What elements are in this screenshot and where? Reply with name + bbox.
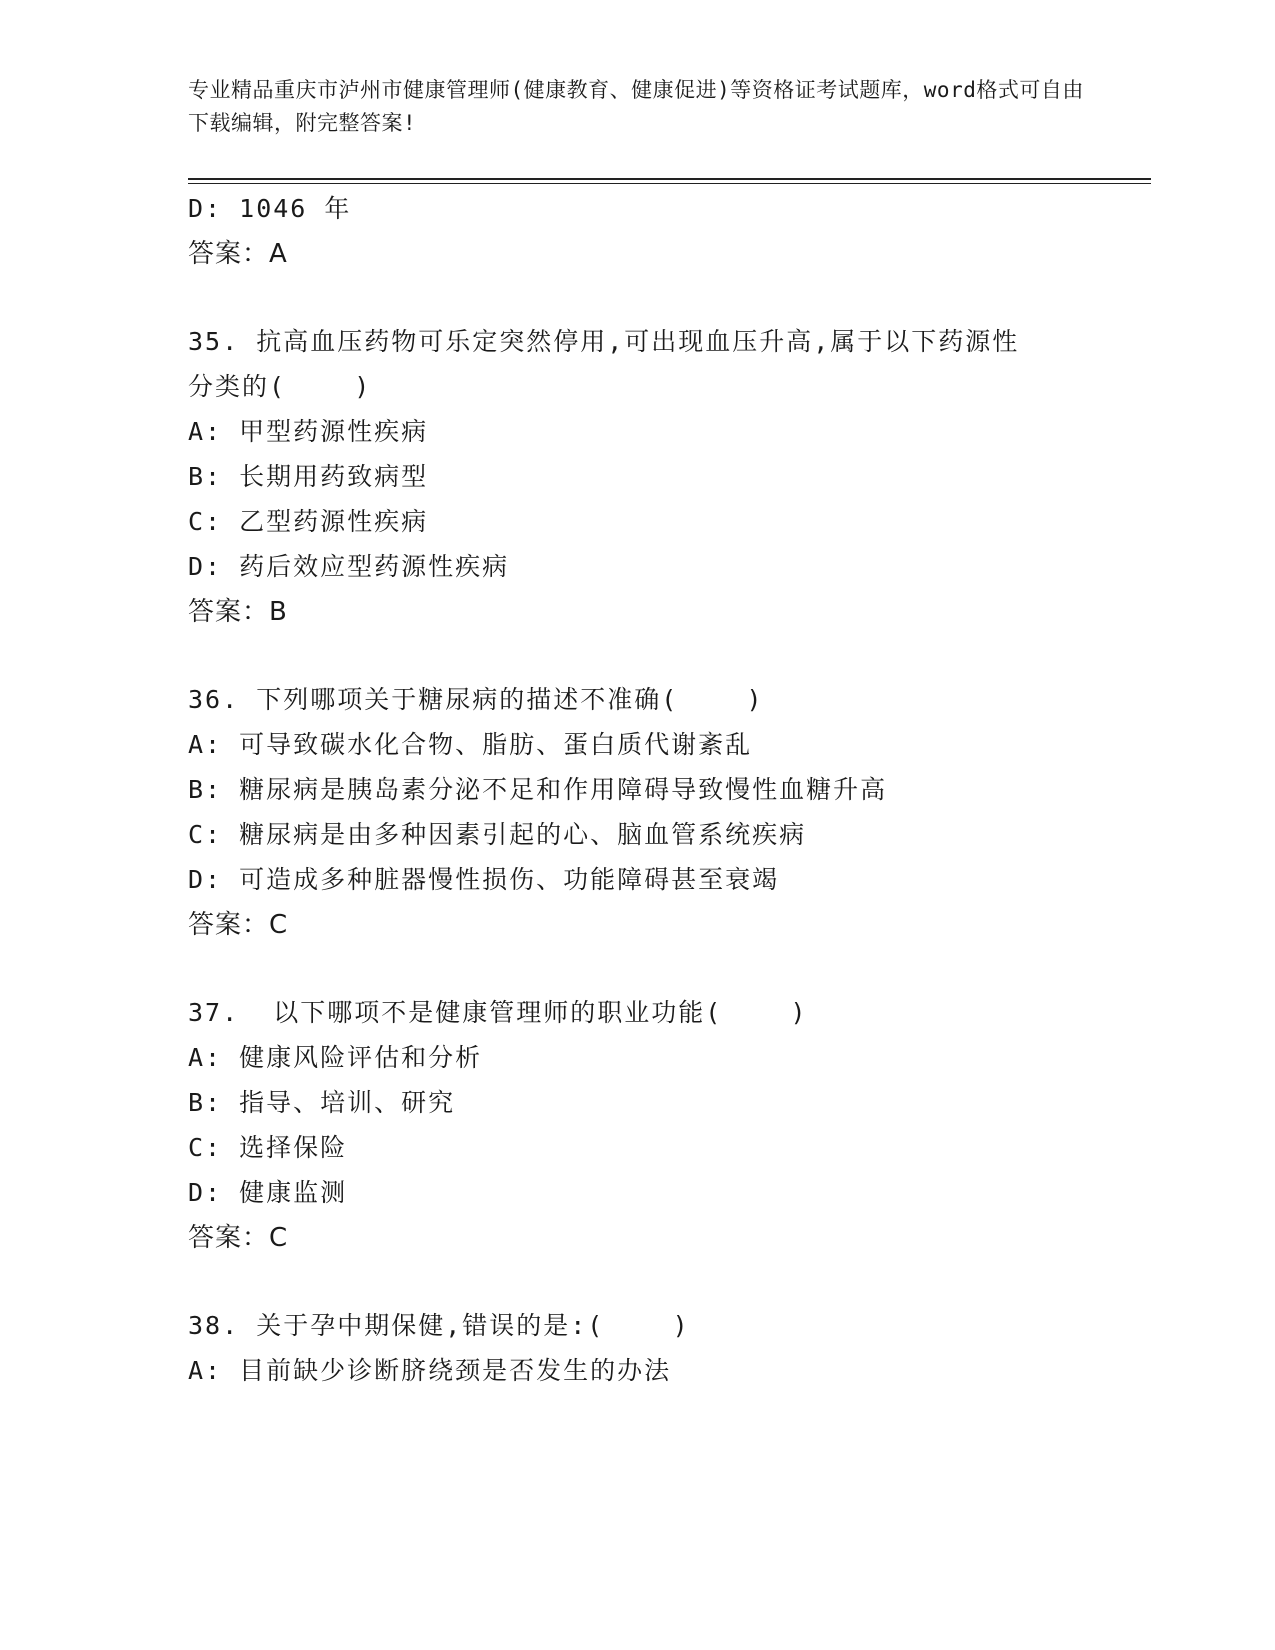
question-35-option-c: C: 乙型药源性疾病 bbox=[188, 507, 429, 536]
question-36-answer: 答案：C bbox=[188, 910, 289, 940]
prev-answer: 答案：A bbox=[188, 239, 288, 269]
question-35-option-b: B: 长期用药致病型 bbox=[188, 462, 429, 491]
question-36-option-d: D: 可造成多种脏器慢性损伤、功能障碍甚至衰竭 bbox=[188, 865, 780, 894]
question-38-option-a: A: 目前缺少诊断脐绕颈是否发生的办法 bbox=[188, 1356, 672, 1385]
question-37-answer: 答案：C bbox=[188, 1223, 289, 1253]
header-divider-thick bbox=[188, 178, 1151, 180]
question-37-option-b: B: 指导、培训、研究 bbox=[188, 1088, 456, 1117]
question-35-option-a: A: 甲型药源性疾病 bbox=[188, 417, 429, 446]
question-36-option-a: A: 可导致碳水化合物、脂肪、蛋白质代谢紊乱 bbox=[188, 730, 753, 759]
question-36-text: 36. 下列哪项关于糖尿病的描述不准确( ) bbox=[188, 685, 764, 714]
question-36-option-b: B: 糖尿病是胰岛素分泌不足和作用障碍导致慢性血糖升高 bbox=[188, 775, 888, 804]
question-35-option-d: D: 药后效应型药源性疾病 bbox=[188, 552, 510, 581]
question-38-text: 38. 关于孕中期保健,错误的是:( ) bbox=[188, 1311, 690, 1340]
question-37-option-c: C: 选择保险 bbox=[188, 1133, 348, 1162]
header-divider-thin bbox=[188, 183, 1151, 184]
question-37-option-d: D: 健康监测 bbox=[188, 1178, 348, 1207]
question-37-text: 37. 以下哪项不是健康管理师的职业功能( ) bbox=[188, 998, 808, 1027]
question-35-text: 35. 抗高血压药物可乐定突然停用,可出现血压升高,属于以下药源性 bbox=[188, 327, 1020, 356]
document-header: 专业精品重庆市泸州市健康管理师(健康教育、健康促进)等资格证考试题库，word格式可自由下载编辑，附完整答案! bbox=[188, 78, 1084, 135]
question-37-option-a: A: 健康风险评估和分析 bbox=[188, 1043, 483, 1072]
question-35-answer: 答案：B bbox=[188, 597, 288, 627]
prev-option-d: D: 1046 年 bbox=[188, 194, 352, 223]
question-36-option-c: C: 糖尿病是由多种因素引起的心、脑血管系统疾病 bbox=[188, 820, 807, 849]
question-35-text-cont: 分类的( ) bbox=[188, 372, 372, 401]
